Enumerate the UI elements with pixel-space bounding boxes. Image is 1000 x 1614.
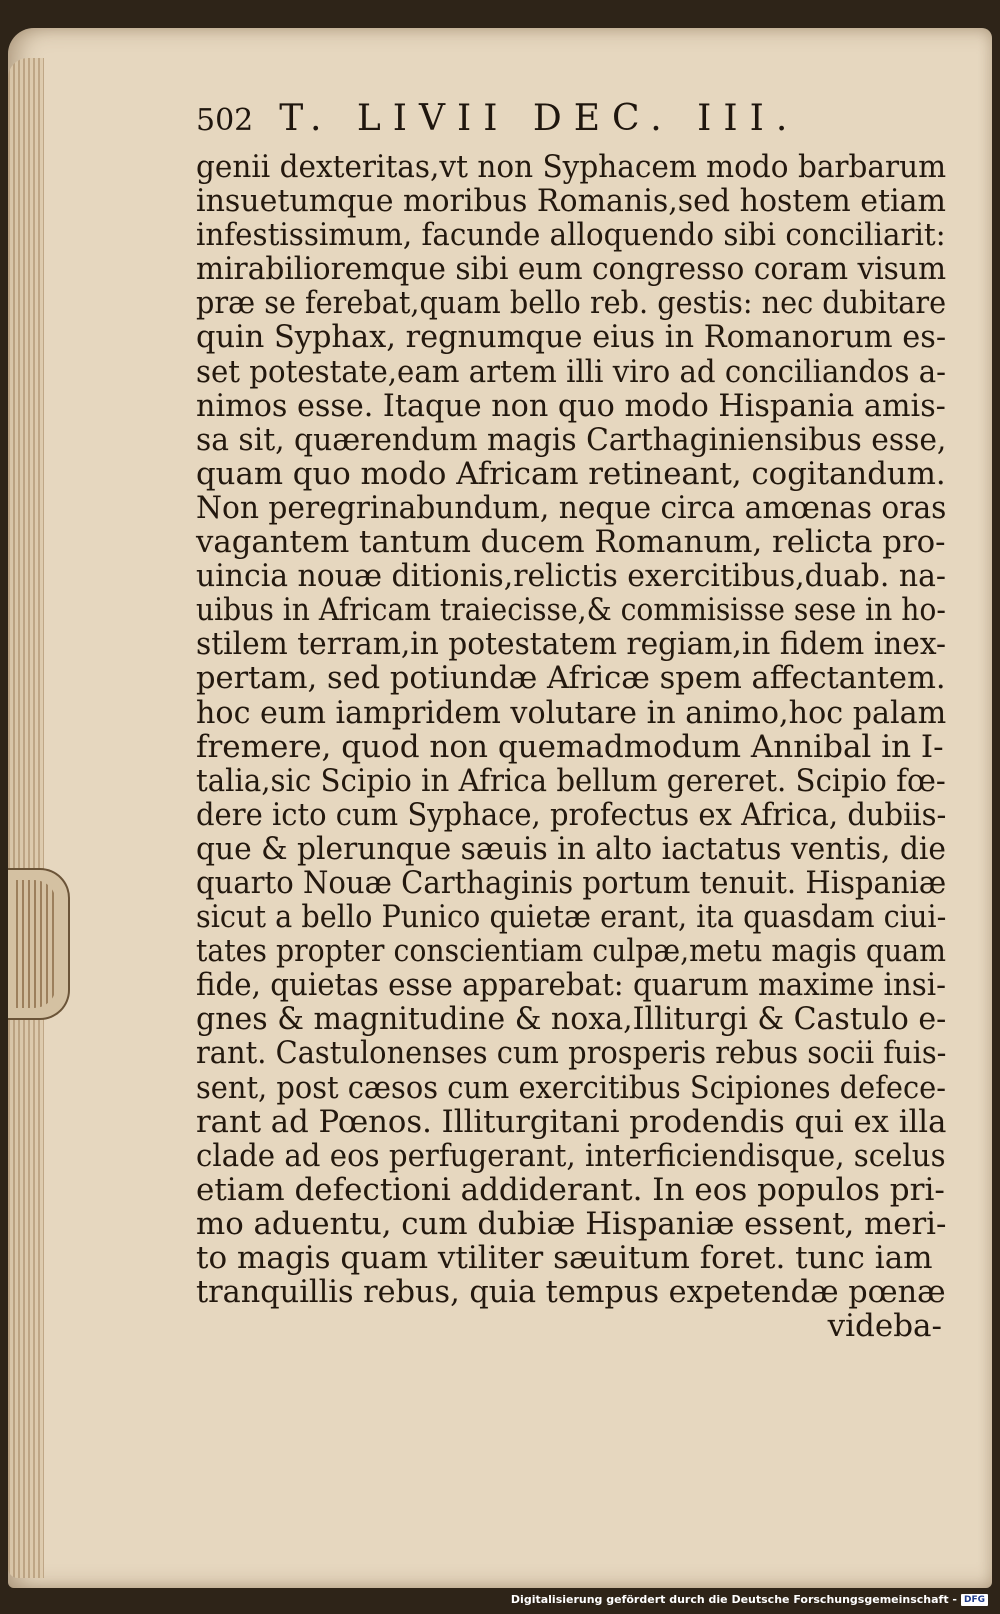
text-line: stilem terram,in potestatem regiam,in fidem inex-	[196, 626, 947, 663]
text-line: etiam defectioni addiderant. In eos populos pri-	[196, 1171, 945, 1208]
text-line: clade ad eos perfugerant, interficiendisque, scelus	[196, 1137, 946, 1174]
text-line: infestissimum, facunde alloquendo sibi conciliarit:	[196, 217, 946, 254]
text-line: quarto Nouæ Carthaginis portum tenuit. Hispaniæ	[196, 864, 947, 901]
text-line: talia,sic Scipio in Africa bellum gereret. Scipio fœ-	[196, 762, 946, 799]
text-line: rant ad Pœnos. Illiturgitani prodendis qui ex illa	[196, 1103, 947, 1140]
text-line: uibus in Africam traiecisse,& commisisse sese in ho-	[196, 592, 946, 629]
page-edges	[8, 58, 44, 1578]
text-line: dere icto cum Syphace, profectus ex Africa, dubiis-	[196, 796, 947, 833]
text-line: sent, post cæsos cum exercitibus Scipiones defece-	[196, 1069, 946, 1106]
bookmark-tab	[8, 868, 70, 1020]
text-line: Non peregrinabundum, neque circa amœnas oras	[196, 489, 947, 526]
body-text	[196, 150, 956, 1343]
text-line: tranquillis rebus, quia tempus expetendæ pœnæ	[196, 1274, 946, 1311]
text-line: fide, quietas esse apparebat: quarum maxime insi-	[196, 967, 946, 1004]
text-line: rant. Castulonenses cum prosperis rebus socii fuis-	[196, 1035, 947, 1072]
page-header	[196, 98, 856, 144]
text-line: mo aduentu, cum dubiæ Hispaniæ essent, meri-	[196, 1205, 947, 1242]
text-line: tates propter conscientiam culpæ,metu magis quam	[196, 933, 946, 970]
text-line: to magis quam vtiliter sæuitum foret. tunc iam	[196, 1240, 933, 1276]
text-line: videba-	[827, 1308, 942, 1345]
running-head: T. LIVII DEC. III.	[279, 98, 800, 139]
text-line: hoc eum iampridem volutare in animo,hoc palam	[196, 694, 947, 731]
text-line: vagantem tantum ducem Romanum, relicta pro-	[196, 524, 946, 561]
text-line: sicut a bello Punico quietæ erant, ita quasdam ciui-	[196, 899, 947, 936]
text-line: gnes & magnitudine & noxa,Illiturgi & Castulo e-	[196, 1001, 947, 1038]
text-line: genii dexteritas,vt non Syphacem modo barbarum	[196, 149, 947, 185]
text-line: mirabilioremque sibi eum congresso coram visum	[196, 251, 947, 288]
text-line: quam quo modo Africam retineant, cogitandum.	[196, 455, 946, 492]
text-line: insuetumque moribus Romanis,sed hostem etiam	[196, 183, 946, 220]
text-line: quin Syphax, regnumque eius in Romanorum es-	[196, 319, 947, 356]
credit-text: Digitalisierung gefördert durch die Deutsche Forschungsgemeinschaft -	[510, 1593, 957, 1606]
digitization-credit	[511, 1593, 988, 1606]
book-page	[8, 28, 992, 1588]
text-line: sa sit, quærendum magis Carthaginiensibus esse,	[196, 421, 947, 458]
text-line: fremere, quod non quemadmodum Annibal in I-	[196, 728, 944, 765]
text-line: set potestate,eam artem illi viro ad conciliandos a-	[196, 353, 947, 390]
text-line: que & plerunque sæuis in alto iactatus ventis, die	[196, 830, 946, 867]
text-line: nimos esse. Itaque non quo modo Hispania amis-	[196, 387, 946, 424]
text-line: præ se ferebat,quam bello reb. gestis: nec dubitare	[196, 285, 947, 322]
page-number: 502	[196, 103, 254, 138]
text-line: uincia nouæ ditionis,relictis exercitibus,duab. na-	[196, 558, 946, 595]
text-line: pertam, sed potiundæ Africæ spem affectantem.	[196, 660, 946, 697]
dfg-logo: DFG	[961, 1594, 988, 1606]
